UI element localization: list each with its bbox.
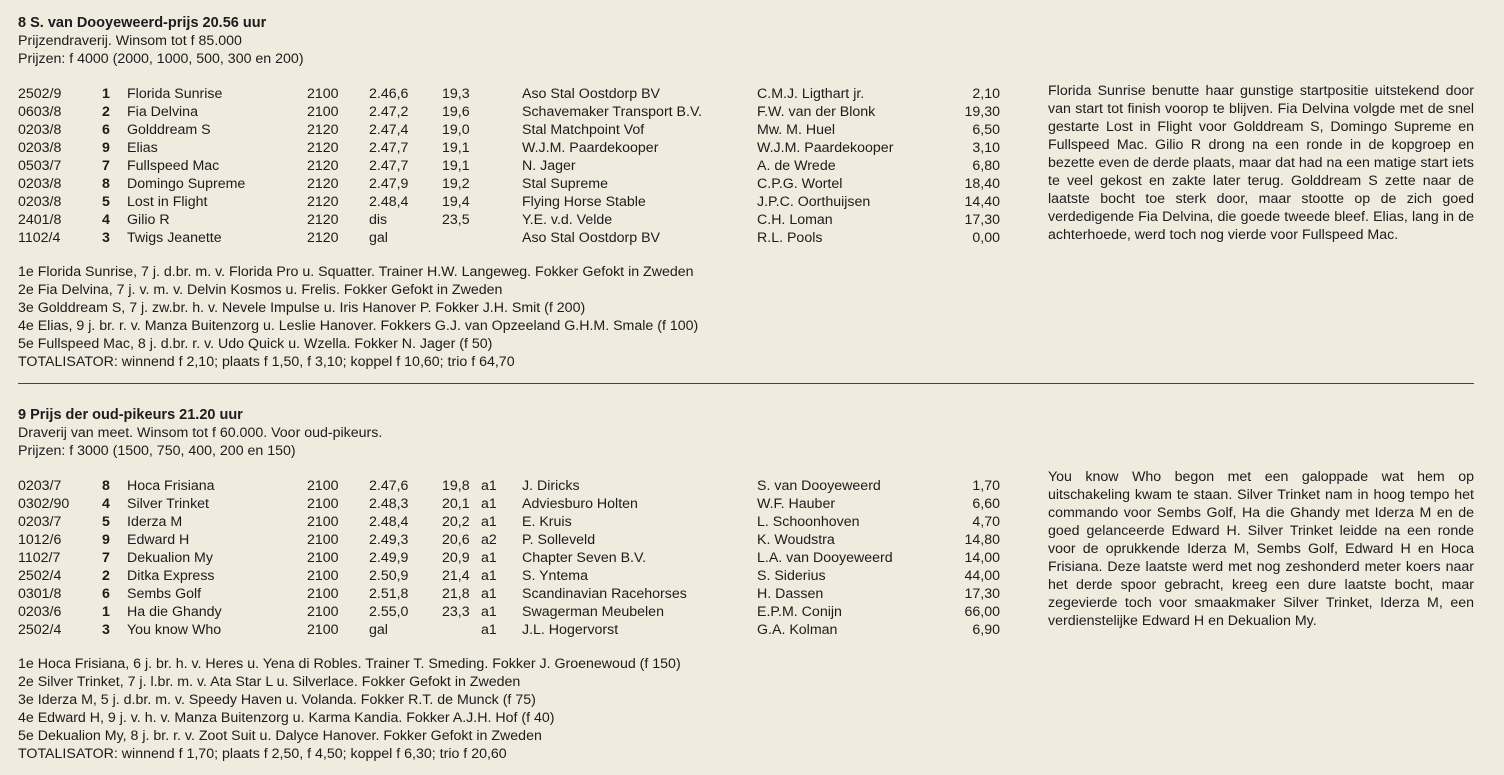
horse-name: Sembs Golf: [127, 586, 202, 602]
placing-line: 2e Fia Delvina, 7 j. v. m. v. Delvin Kosmos u. Frelis. Fokker Gefokt in Zweden: [18, 282, 503, 298]
placing-line: 1e Hoca Frisiana, 6 j. br. h. v. Heres u. Yena di Robles. Trainer T. Smeding. Fokker J. Groenewoud (f 150): [18, 656, 681, 672]
owner: S. Yntema: [522, 568, 588, 584]
odds: 6,90: [972, 622, 1000, 638]
form-code: 0301/8: [18, 586, 62, 602]
driver: S. Siderius: [757, 568, 826, 584]
km-time: 21,4: [442, 568, 470, 584]
odds: 3,10: [972, 140, 1000, 156]
race-prizes: Prijzen: f 3000 (1500, 750, 400, 200 en 150): [18, 443, 296, 459]
odds: 0,00: [972, 230, 1000, 246]
race-9-section: [18, 406, 1488, 763]
placing-line: 5e Dekualion My, 8 j. br. r. v. Zoot Suit u. Dalyce Hanover. Fokker Gefokt in Zweden: [18, 728, 542, 744]
start-number: 2: [102, 104, 110, 120]
owner: Flying Horse Stable: [522, 194, 646, 210]
distance: 2100: [307, 532, 339, 548]
horse-name: Dekualion My: [127, 550, 213, 566]
owner: Stal Matchpoint Vof: [522, 122, 645, 138]
odds: 14,00: [964, 550, 1000, 566]
owner: Aso Stal Oostdorp BV: [522, 86, 661, 102]
horse-name: Ditka Express: [127, 568, 215, 584]
owner: P. Solleveld: [522, 532, 596, 548]
horse-name: Gilio R: [127, 212, 170, 228]
race-commentary: Florida Sunrise benutte haar gunstige startpositie uitstekend door van start tot finish voorop te blijven. Fia Delvina volgde met de snel gestarte Lost in Flight voor Golddream S, Domingo Supreme en Fullspeed Mac. Gilio R drong na een ronde in de kopgroep en bezette even de derde plaats, maar dat had na een matige start iets te veel gekost en zakte later terug. Golddream S zette naar de laatste bocht toe sterk door, maar stootte op de zich goed verdedigende Fia Delvina, die goede tweede bleef. Elias, lang in de achterhoede, werd toch nog vierde voor Fullspeed Mac.: [1048, 83, 1474, 243]
driver: C.H. Loman: [757, 212, 833, 228]
owner: Swagerman Meubelen: [522, 604, 664, 620]
distance: 2100: [307, 604, 339, 620]
race-8-section: [18, 14, 1488, 371]
km-time: 20,1: [442, 496, 470, 512]
start-number: 9: [102, 532, 110, 548]
class-code: a1: [481, 604, 497, 620]
start-number: 5: [102, 194, 110, 210]
form-code: 2502/9: [18, 86, 62, 102]
start-number: 4: [102, 212, 110, 228]
race-subtitle: Draverij van meet. Winsom tot f 60.000. Voor oud-pikeurs.: [18, 425, 383, 441]
distance: 2120: [307, 122, 339, 138]
km-time: 19,6: [442, 104, 470, 120]
horse-name: Hoca Frisiana: [127, 478, 215, 494]
distance: 2100: [307, 496, 339, 512]
form-code: 0203/8: [18, 194, 62, 210]
class-code: a1: [481, 586, 497, 602]
race-time: 2.55,0: [369, 604, 409, 620]
driver: Mw. M. Huel: [757, 122, 836, 138]
km-time: 19,0: [442, 122, 470, 138]
section-divider: [18, 383, 1474, 384]
form-code: 0302/90: [18, 496, 70, 512]
odds: 44,00: [964, 568, 1000, 584]
class-code: a1: [481, 550, 497, 566]
form-code: 0603/8: [18, 104, 62, 120]
form-code: 2502/4: [18, 568, 62, 584]
odds: 14,80: [964, 532, 1000, 548]
km-time: 19,1: [442, 140, 470, 156]
horse-name: Domingo Supreme: [127, 176, 246, 192]
owner: Scandinavian Racehorses: [522, 586, 687, 602]
driver: L.A. van Dooyeweerd: [757, 550, 893, 566]
owner: Aso Stal Oostdorp BV: [522, 230, 661, 246]
owner: Stal Supreme: [522, 176, 608, 192]
race-time: 2.47,6: [369, 478, 409, 494]
km-time: 20,2: [442, 514, 470, 530]
race-time: 2.49,3: [369, 532, 409, 548]
race-time: dis: [369, 212, 388, 228]
driver: A. de Wrede: [757, 158, 836, 174]
form-code: 0503/7: [18, 158, 62, 174]
driver: H. Dassen: [757, 586, 824, 602]
form-code: 0203/8: [18, 176, 62, 192]
km-time: 23,3: [442, 604, 470, 620]
distance: 2100: [307, 568, 339, 584]
km-time: 23,5: [442, 212, 470, 228]
owner: Schavemaker Transport B.V.: [522, 104, 703, 120]
odds: 17,30: [964, 586, 1000, 602]
start-number: 6: [102, 586, 110, 602]
class-code: a1: [481, 514, 497, 530]
start-number: 3: [102, 622, 110, 638]
class-code: a1: [481, 478, 497, 494]
odds: 66,00: [964, 604, 1000, 620]
driver: C.P.G. Wortel: [757, 176, 843, 192]
odds: 6,60: [972, 496, 1000, 512]
horse-name: Lost in Flight: [127, 194, 208, 210]
distance: 2120: [307, 158, 339, 174]
distance: 2100: [307, 104, 339, 120]
placing-line: 3e Iderza M, 5 j. d.br. m. v. Speedy Haven u. Volanda. Fokker R.T. de Munck (f 75): [18, 692, 536, 708]
placing-line: 3e Golddream S, 7 j. zw.br. h. v. Nevele Impulse u. Iris Hanover P. Fokker J.H. Smit (f 200): [18, 300, 586, 316]
driver: C.M.J. Ligthart jr.: [757, 86, 865, 102]
km-time: 21,8: [442, 586, 470, 602]
form-code: 2502/4: [18, 622, 62, 638]
driver: W.J.M. Paardekooper: [757, 140, 894, 156]
race-time: 2.47,2: [369, 104, 409, 120]
driver: J.P.C. Oorthuijsen: [757, 194, 871, 210]
race-prizes: Prijzen: f 4000 (2000, 1000, 500, 300 en 200): [18, 51, 304, 67]
placing-line: 5e Fullspeed Mac, 8 j. d.br. r. v. Udo Quick u. Wzella. Fokker N. Jager (f 50): [18, 336, 493, 352]
driver: R.L. Pools: [757, 230, 823, 246]
owner: E. Kruis: [522, 514, 572, 530]
driver: E.P.M. Conijn: [757, 604, 842, 620]
race-time: 2.48,3: [369, 496, 409, 512]
race-title: 8 S. van Dooyeweerd-prijs 20.56 uur: [18, 15, 267, 31]
horse-name: Fia Delvina: [127, 104, 198, 120]
form-code: 0203/6: [18, 604, 62, 620]
odds: 2,10: [972, 86, 1000, 102]
start-number: 8: [102, 478, 110, 494]
distance: 2120: [307, 176, 339, 192]
odds: 6,80: [972, 158, 1000, 174]
start-number: 2: [102, 568, 110, 584]
owner: J. Diricks: [522, 478, 580, 494]
class-code: a1: [481, 622, 497, 638]
owner: N. Jager: [522, 158, 576, 174]
race-time: 2.47,4: [369, 122, 409, 138]
distance: 2100: [307, 550, 339, 566]
race-time: 2.47,7: [369, 158, 409, 174]
driver: K. Woudstra: [757, 532, 835, 548]
distance: 2100: [307, 622, 339, 638]
distance: 2100: [307, 86, 339, 102]
race-time: gal: [369, 230, 388, 246]
driver: W.F. Hauber: [757, 496, 836, 512]
km-time: 19,3: [442, 86, 470, 102]
form-code: 1102/7: [18, 550, 61, 566]
form-code: 0203/7: [18, 478, 62, 494]
placing-line: 1e Florida Sunrise, 7 j. d.br. m. v. Florida Pro u. Squatter. Trainer H.W. Langeweg. Fokker Gefokt in Zweden: [18, 264, 694, 280]
owner: Adviesburo Holten: [522, 496, 638, 512]
km-time: 19,1: [442, 158, 470, 174]
race-time: 2.46,6: [369, 86, 409, 102]
horse-name: Golddream S: [127, 122, 211, 138]
odds: 4,70: [972, 514, 1000, 530]
race-commentary: You know Who begon met een galoppade wat hem op uitschakeling kwam te staan. Silver Trinket nam in hoog tempo het commando voor Sembs Golf, Ha die Ghandy met Iderza M en de goed gelanceerde Edward H. Silver Trinket leidde na een ronde voor de oprukkende Iderza M, Sembs Golf, Edward H en Hoca Frisiana. Deze laatste werd met nog zeshonderd meter koers naar het derde spoor gebracht, kreeg een dure laatste bocht, maar zegevierde toch voor smaakmaker Silver Trinket, Iderza M, een verdienstelijke Edward H en Dekualion My.: [1048, 469, 1474, 629]
start-number: 9: [102, 140, 110, 156]
driver: L. Schoonhoven: [757, 514, 860, 530]
horse-name: Silver Trinket: [127, 496, 209, 512]
horse-name: Edward H: [127, 532, 190, 548]
form-code: 0203/7: [18, 514, 62, 530]
distance: 2120: [307, 140, 339, 156]
start-number: 1: [102, 86, 110, 102]
class-code: a1: [481, 496, 497, 512]
totalisator-line: TOTALISATOR: winnend f 1,70; plaats f 2,50, f 4,50; koppel f 6,30; trio f 20,60: [18, 746, 507, 762]
horse-name: Twigs Jeanette: [127, 230, 222, 246]
odds: 1,70: [972, 478, 1000, 494]
horse-name: Florida Sunrise: [127, 86, 223, 102]
race-time: 2.47,9: [369, 176, 409, 192]
placing-line: 2e Silver Trinket, 7 j. l.br. m. v. Ata Star L u. Silverlace. Fokker Gefokt in Zweden: [18, 674, 521, 690]
start-number: 7: [102, 158, 110, 174]
horse-name: Ha die Ghandy: [127, 604, 222, 620]
distance: 2100: [307, 514, 339, 530]
owner: Y.E. v.d. Velde: [522, 212, 613, 228]
start-number: 6: [102, 122, 110, 138]
start-number: 8: [102, 176, 110, 192]
start-number: 7: [102, 550, 110, 566]
form-code: 2401/8: [18, 212, 62, 228]
race-time: 2.48,4: [369, 194, 409, 210]
distance: 2120: [307, 230, 339, 246]
start-number: 1: [102, 604, 110, 620]
km-time: 19,4: [442, 194, 470, 210]
driver: G.A. Kolman: [757, 622, 838, 638]
form-code: 0203/8: [18, 122, 62, 138]
race-time: 2.49,9: [369, 550, 409, 566]
race-time: 2.47,7: [369, 140, 409, 156]
distance: 2100: [307, 478, 339, 494]
distance: 2100: [307, 586, 339, 602]
odds: 6,50: [972, 122, 1000, 138]
driver: S. van Dooyeweerd: [757, 478, 881, 494]
driver: F.W. van der Blonk: [757, 104, 876, 120]
start-number: 3: [102, 230, 110, 246]
km-time: 20,9: [442, 550, 470, 566]
race-time: gal: [369, 622, 388, 638]
start-number: 5: [102, 514, 110, 530]
km-time: 19,2: [442, 176, 470, 192]
placing-line: 4e Elias, 9 j. br. r. v. Manza Buitenzorg u. Leslie Hanover. Fokkers G.J. van Opzeeland G.H.M. Smale (f 100): [18, 318, 699, 334]
distance: 2120: [307, 194, 339, 210]
form-code: 0203/8: [18, 140, 62, 156]
odds: 14,40: [964, 194, 1000, 210]
distance: 2120: [307, 212, 339, 228]
placings-details: [18, 263, 1488, 371]
class-code: a1: [481, 568, 497, 584]
km-time: 19,8: [442, 478, 470, 494]
owner: J.L. Hogervorst: [522, 622, 619, 638]
form-code: 1102/4: [18, 230, 61, 246]
start-number: 4: [102, 496, 110, 512]
placing-line: 4e Edward H, 9 j. v. h. v. Manza Buitenzorg u. Karma Kandia. Fokker A.J.H. Hof (f 40): [18, 710, 555, 726]
class-code: a2: [481, 532, 497, 548]
odds: 18,40: [964, 176, 1000, 192]
horse-name: Fullspeed Mac: [127, 158, 220, 174]
horse-name: Iderza M: [127, 514, 183, 530]
placings-details: [18, 655, 1488, 763]
horse-name: Elias: [127, 140, 158, 156]
race-title: 9 Prijs der oud-pikeurs 21.20 uur: [18, 407, 243, 423]
odds: 19,30: [964, 104, 1000, 120]
totalisator-line: TOTALISATOR: winnend f 2,10; plaats f 1,50, f 3,10; koppel f 10,60; trio f 64,70: [18, 354, 515, 370]
race-time: 2.48,4: [369, 514, 409, 530]
km-time: 20,6: [442, 532, 470, 548]
odds: 17,30: [964, 212, 1000, 228]
owner: Chapter Seven B.V.: [522, 550, 647, 566]
race-subtitle: Prijzendraverij. Winsom tot f 85.000: [18, 33, 242, 49]
race-time: 2.51,8: [369, 586, 409, 602]
race-time: 2.50,9: [369, 568, 409, 584]
form-code: 1012/6: [18, 532, 62, 548]
owner: W.J.M. Paardekooper: [522, 140, 659, 156]
horse-name: You know Who: [127, 622, 222, 638]
